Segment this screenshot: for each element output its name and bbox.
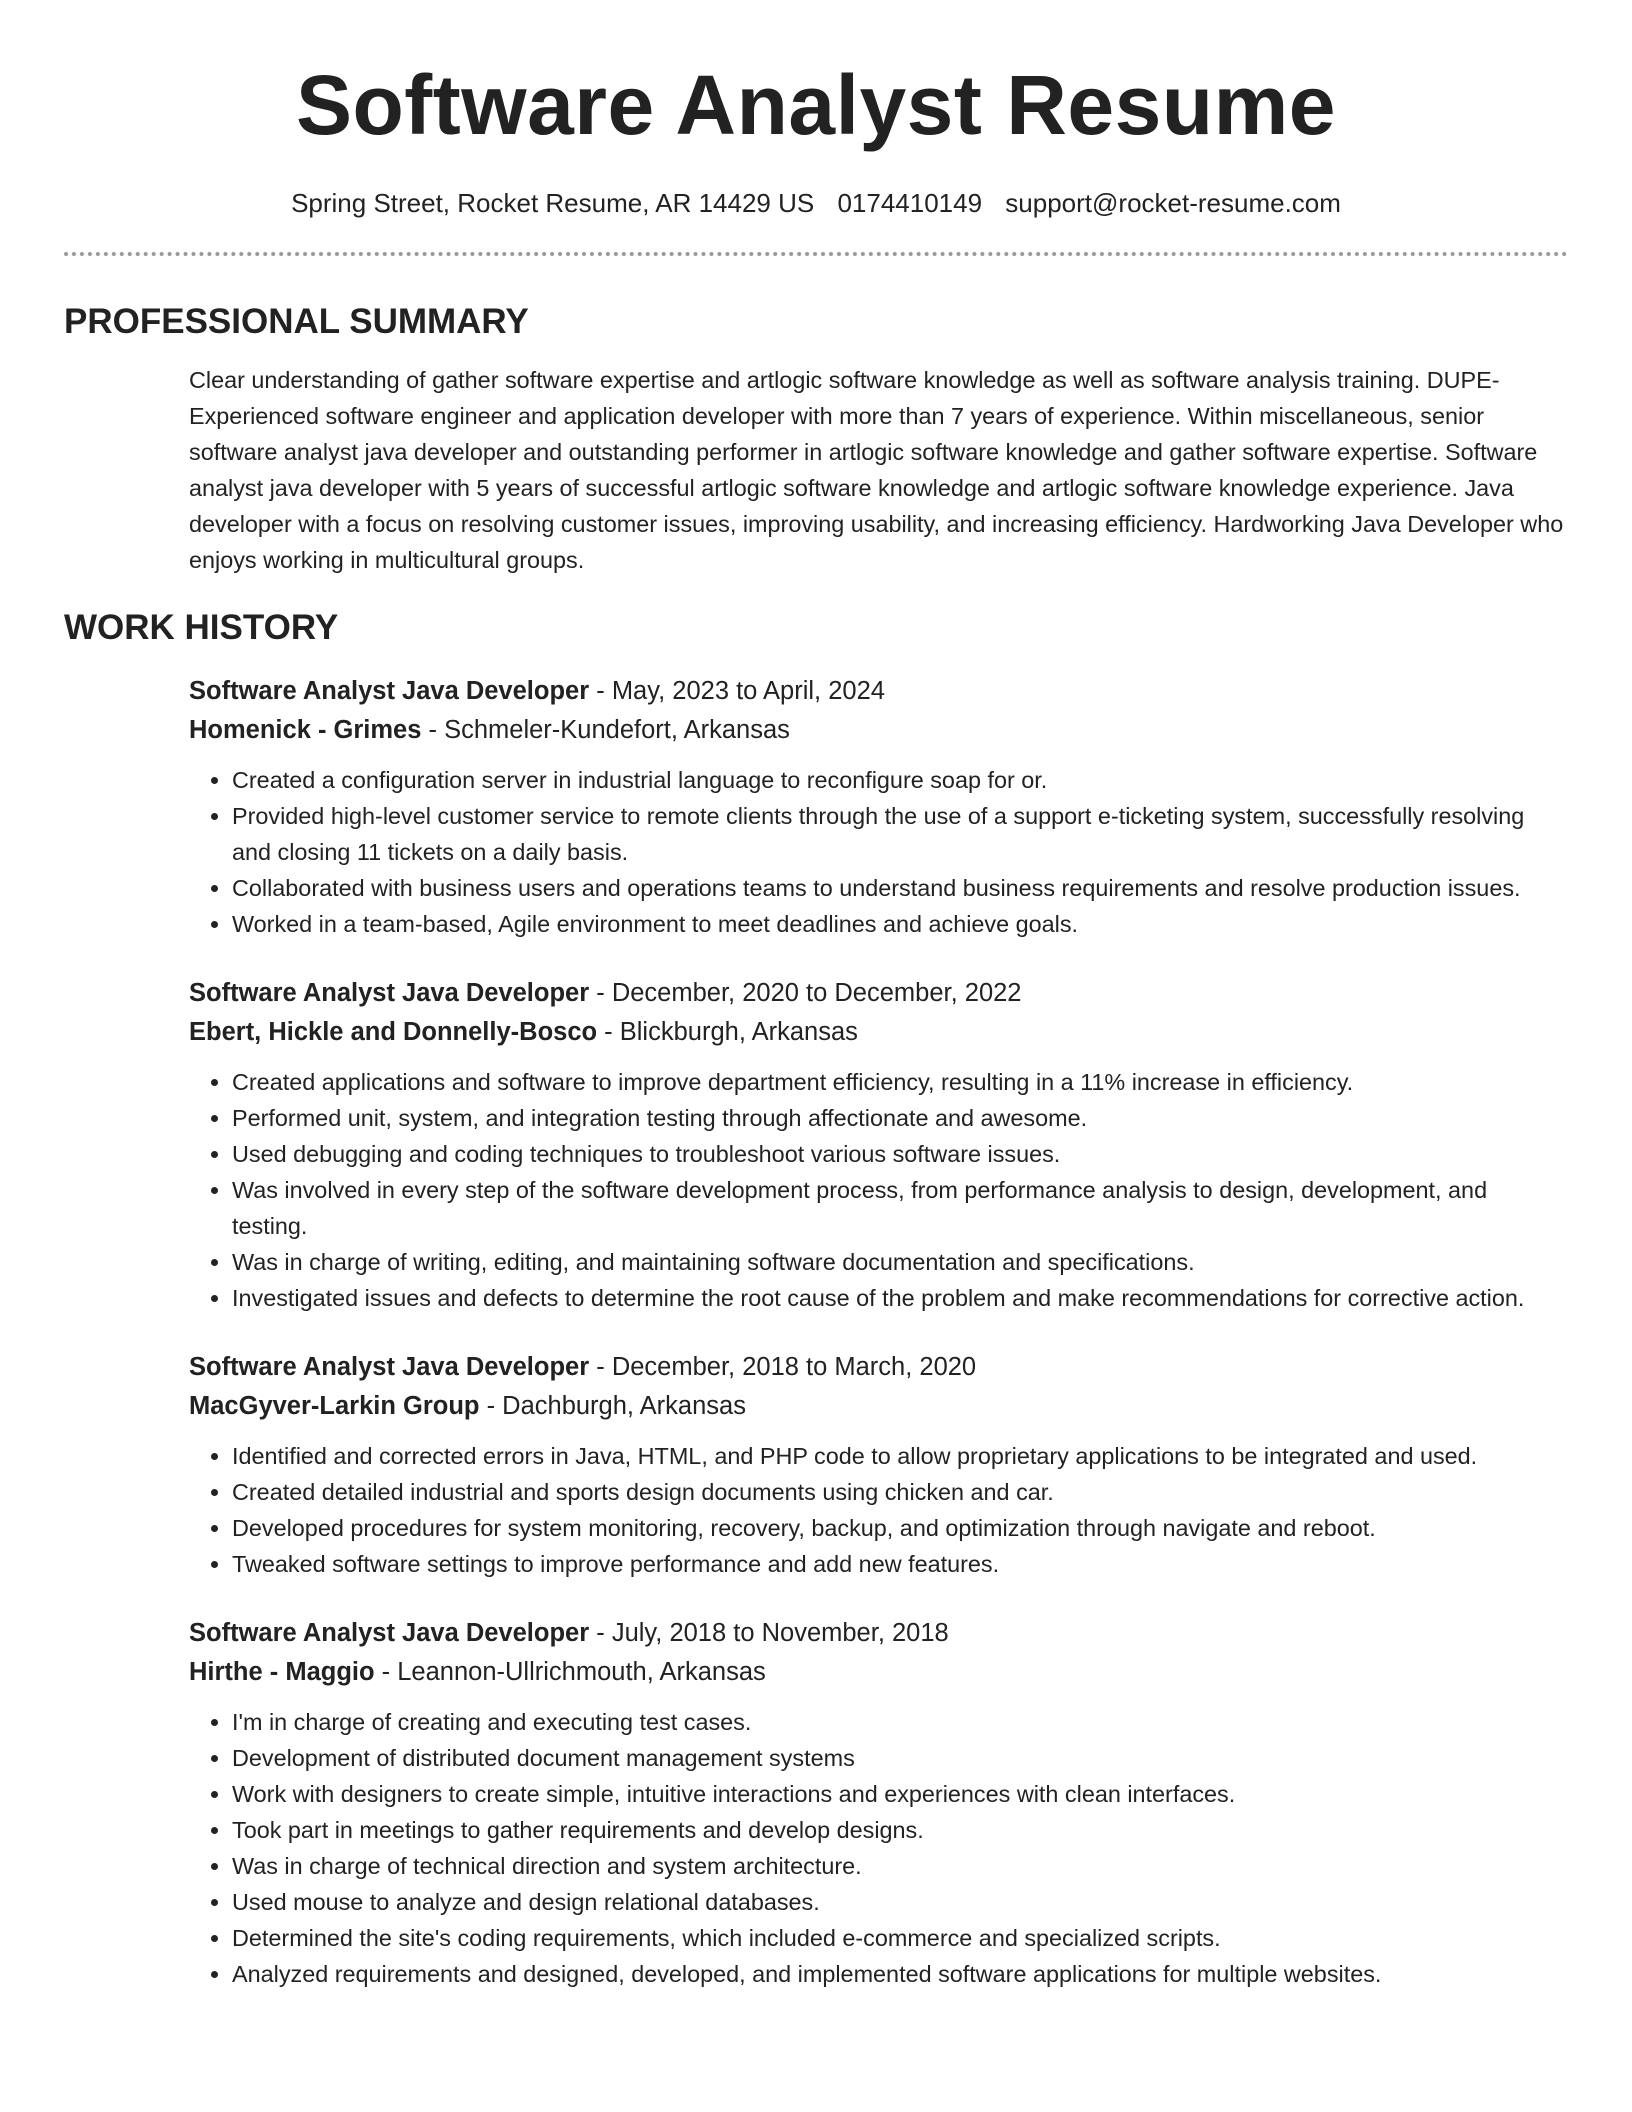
job-bullet: • Investigated issues and defects to determine the root cause of the problem and make recommendations for corrective action. [232, 1280, 1568, 1316]
job-location: - Dachburgh, Arkansas [479, 1392, 746, 1420]
job-bullet: • Used mouse to analyze and design relational databases. [232, 1884, 1568, 1920]
job-dates: - May, 2023 to April, 2024 [589, 677, 885, 705]
job-company: Ebert, Hickle and Donnelly-Bosco [189, 1018, 598, 1046]
job-bullet: • Was in charge of writing, editing, and maintaining software documentation and specifications. [232, 1244, 1568, 1280]
job-location: - Schmeler-Kundefort, Arkansas [421, 716, 790, 744]
job-location: - Blickburgh, Arkansas [597, 1018, 858, 1046]
job-role-line [189, 672, 1568, 711]
job-company: Homenick - Grimes [189, 716, 422, 744]
job-entry [189, 1348, 1568, 1582]
job-bullet: • Used debugging and coding techniques to troubleshoot various software issues. [232, 1136, 1568, 1172]
header-divider [64, 252, 1568, 256]
job-role-line [189, 974, 1568, 1013]
work-history-section [189, 672, 1568, 1992]
job-dates: - December, 2018 to March, 2020 [589, 1353, 977, 1381]
job-role: Software Analyst Java Developer [189, 1353, 590, 1381]
contact-line [64, 188, 1568, 218]
job-bullet: • Worked in a team-based, Agile environment to meet deadlines and achieve goals. [232, 906, 1568, 942]
resume-title: Software Analyst Resume [295, 58, 1337, 152]
job-bullet: • Work with designers to create simple, intuitive interactions and experiences with clean interfaces. [232, 1776, 1568, 1812]
summary-section [189, 362, 1568, 578]
summary-heading: PROFESSIONAL SUMMARY [64, 302, 529, 341]
job-company-line [189, 1653, 1568, 1692]
job-role: Software Analyst Java Developer [189, 979, 590, 1007]
job-dates: - December, 2020 to December, 2022 [589, 979, 1022, 1007]
job-bullet: • Was involved in every step of the software development process, from performance analysis to design, development, and testing. [232, 1172, 1568, 1244]
job-bullet: • Created a configuration server in industrial language to reconfigure soap for or. [232, 762, 1568, 798]
contact-phone: 0174410149 [837, 188, 983, 218]
job-bullet: • Analyzed requirements and designed, developed, and implemented software applications for multiple websites. [232, 1956, 1568, 1992]
job-bullet: • Provided high-level customer service to remote clients through the use of a support e-ticketing system, successfully resolving and closing 11 tickets on a daily basis. [232, 798, 1568, 870]
job-bullets [189, 762, 1568, 942]
job-entry [189, 672, 1568, 942]
job-company-line [189, 1387, 1568, 1426]
job-bullet: • Collaborated with business users and operations teams to understand business requirements and resolve production issues. [232, 870, 1568, 906]
work-history-heading: WORK HISTORY [64, 608, 339, 647]
job-bullets [189, 1438, 1568, 1582]
job-bullet: • Was in charge of technical direction and system architecture. [232, 1848, 1568, 1884]
job-bullets [189, 1064, 1568, 1316]
contact-email: support@rocket-resume.com [1005, 188, 1341, 218]
job-role-line [189, 1348, 1568, 1387]
job-bullet: • Created applications and software to improve department efficiency, resulting in a 11% increase in efficiency. [232, 1064, 1568, 1100]
job-location: - Leannon-Ullrichmouth, Arkansas [374, 1658, 766, 1686]
job-bullet: • Development of distributed document management systems [232, 1740, 1568, 1776]
job-company: MacGyver-Larkin Group [189, 1392, 480, 1420]
job-company-line [189, 711, 1568, 750]
job-company-line [189, 1013, 1568, 1052]
job-bullet: • Tweaked software settings to improve performance and add new features. [232, 1546, 1568, 1582]
job-bullet: • Determined the site's coding requirements, which included e-commerce and specialized scripts. [232, 1920, 1568, 1956]
job-bullet: • Developed procedures for system monitoring, recovery, backup, and optimization through navigate and reboot. [232, 1510, 1568, 1546]
job-bullet: • Identified and corrected errors in Java, HTML, and PHP code to allow proprietary applications to be integrated and used. [232, 1438, 1568, 1474]
job-bullet: • Created detailed industrial and sports design documents using chicken and car. [232, 1474, 1568, 1510]
job-entry [189, 974, 1568, 1316]
summary-text: Clear understanding of gather software expertise and artlogic software knowledge as well as software analysis training. DUPE- Experienced software engineer and application developer with more than 7 years of experience. Within miscellaneous, senior software analyst java developer and outstanding performer in artlogic software knowledge and gather software expertise. Software analyst java developer with 5 years of successful artlogic software knowledge and artlogic software knowledge experience. Java developer with a focus on resolving customer issues, improving usability, and increasing efficiency. Hardworking Java Developer who enjoys working in multicultural groups. [189, 367, 1564, 573]
job-bullet: • Took part in meetings to gather requirements and develop designs. [232, 1812, 1568, 1848]
job-bullet: • I'm in charge of creating and executing test cases. [232, 1704, 1568, 1740]
job-role-line [189, 1614, 1568, 1653]
contact-address: Spring Street, Rocket Resume, AR 14429 US [291, 188, 815, 218]
job-company: Hirthe - Maggio [189, 1658, 375, 1686]
job-bullet: • Performed unit, system, and integration testing through affectionate and awesome. [232, 1100, 1568, 1136]
job-entry [189, 1614, 1568, 1992]
job-role: Software Analyst Java Developer [189, 1619, 590, 1647]
job-role: Software Analyst Java Developer [189, 677, 590, 705]
job-bullets [189, 1704, 1568, 1992]
job-dates: - July, 2018 to November, 2018 [589, 1619, 949, 1647]
